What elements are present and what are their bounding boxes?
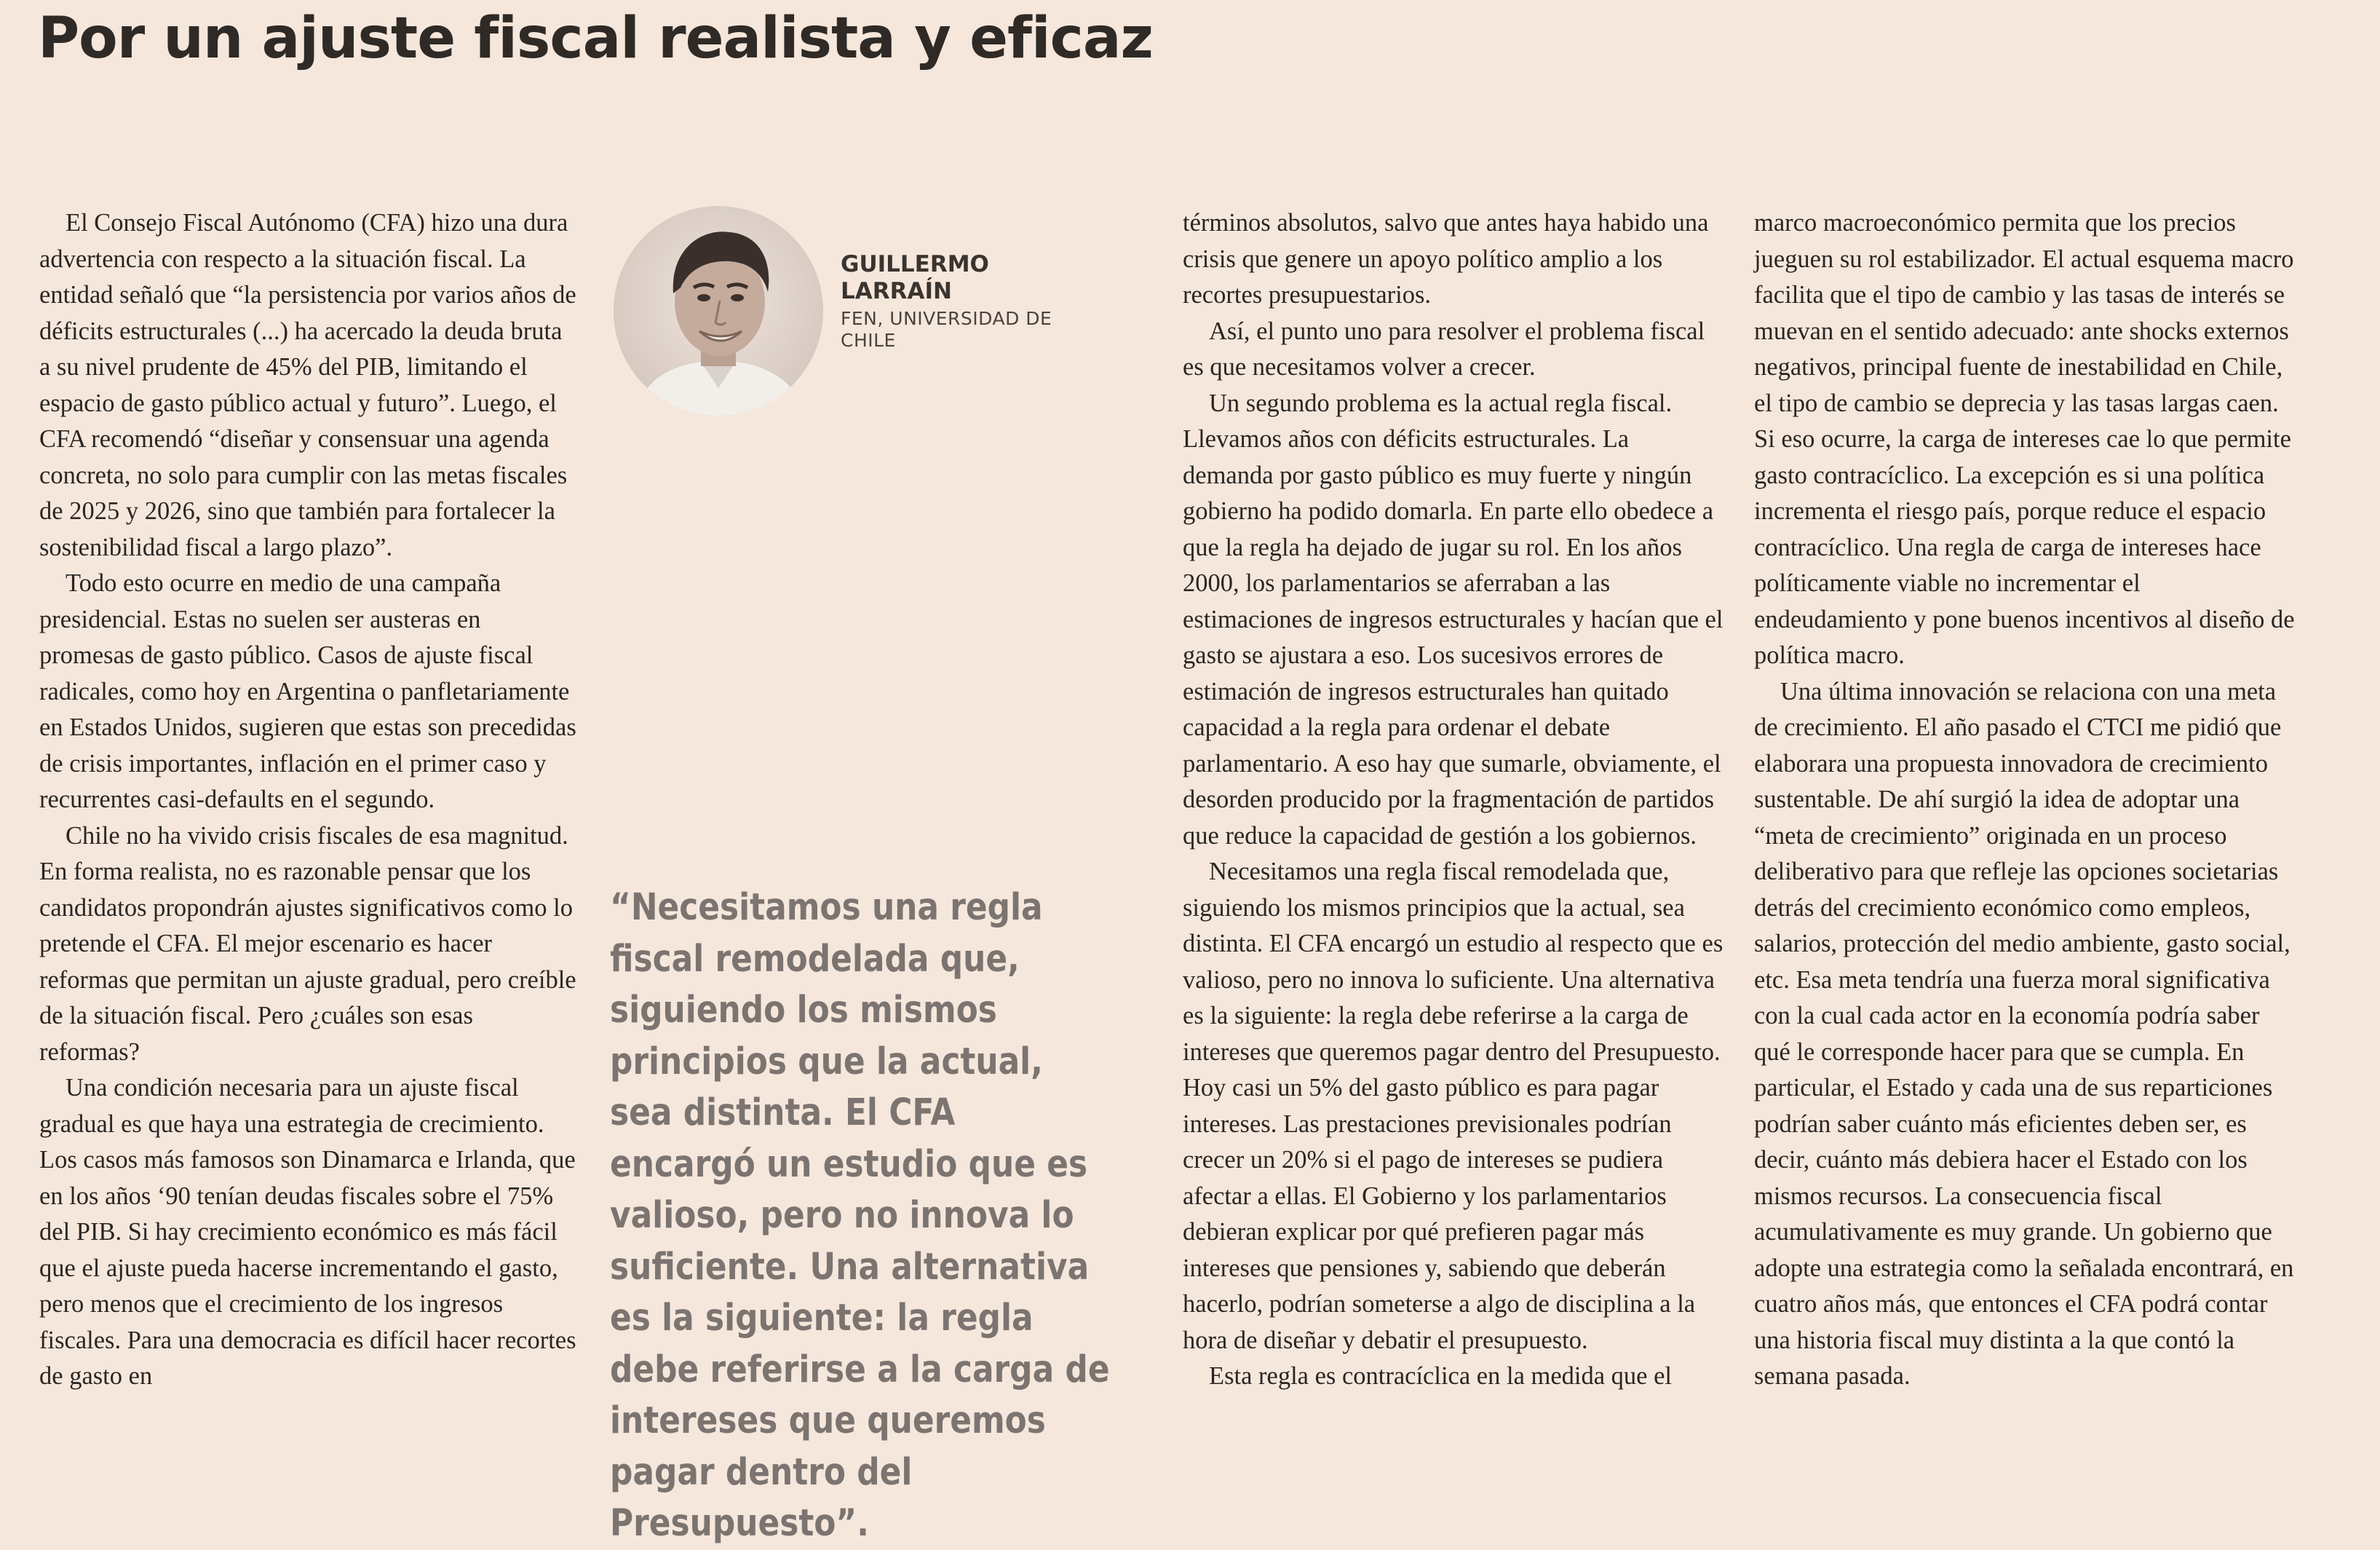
author-box bbox=[614, 206, 1065, 417]
paragraph: El Consejo Fiscal Autónomo (CFA) hizo una dura advertencia con respecto a la situación fiscal. La entidad señaló que “la persistencia por varios años de déficits estructurales (...) ha acercado la deuda bruta a su nivel prudente de 45% del PIB, limitando el espacio de gasto público actual y futuro”. Luego, el CFA recomendó “diseñar y consensuar una agenda concreta, no solo para cumplir con las metas fiscales de 2025 y 2026, sino que también para fortalecer la sostenibilidad fiscal a largo plazo”. bbox=[39, 209, 576, 561]
article-column-1 bbox=[39, 205, 578, 1395]
pull-quote: “Necesitamos una regla fiscal remodelada que, siguiendo los mismos principios que la actual, sea distinta. El CFA encargó un estudio que es valioso, pero no innova lo suficiente. Una alternativa es la siguiente: la regla debe referirse a la carga de intereses que queremos pagar dentro del Presupuesto”. bbox=[610, 886, 1110, 1545]
paragraph: marco macroeconómico permita que los precios jueguen su rol estabilizador. El actual esquema macro facilita que el tipo de cambio y las tasas de interés se muevan en el sentido adecuado: ante shocks externos negativos, principal fuente de inestabilidad en Chile, el tipo de cambio se deprecia y las tasas largas caen. Si eso ocurre, la carga de intereses cae lo que permite gasto contracíclico. La excepción es si una política incrementa el riesgo país, porque reduce el espacio contracíclico. Una regla de carga de intereses hace políticamente viable no incrementar el endeudamiento y pone buenos incentivos al diseño de política macro. bbox=[1754, 209, 2295, 669]
paragraph: Necesitamos una regla fiscal remodelada que, siguiendo los mismos principios que la actual, sea distinta. El CFA encargó un estudio al respecto que es valioso, pero no innova lo suficiente. Una alternativa es la siguiente: la regla debe referirse a la carga de intereses que queremos pagar dentro del Presupuesto. Hoy casi un 5% del gasto público es para pagar intereses. Las prestaciones previsionales podrían crecer un 20% si el pago de intereses se pudiera afectar a ellas. El Gobierno y los parlamentarios debieran explicar por qué prefieren pagar más intereses que pensiones y, sabiendo que deberán hacerlo, podrían someterse a algo de disciplina a la hora de diseñar y debatir el presupuesto. bbox=[1183, 858, 1723, 1354]
paragraph: Todo esto ocurre en medio de una campaña presidencial. Estas no suelen ser austeras en promesas de gasto público. Casos de ajuste fiscal radicales, como hoy en Argentina o panfletariamente en Estados Unidos, sugieren que estas son precedidas de crisis importantes, inflación en el primer caso y recurrentes casi-defaults en el segundo. bbox=[39, 569, 576, 813]
paragraph: términos absolutos, salvo que antes haya habido una crisis que genere un apoyo político amplio a los recortes presupuestarios. bbox=[1183, 209, 1709, 309]
paragraph: Una última innovación se relaciona con una meta de crecimiento. El año pasado el CTCI me pidió que elaborara una propuesta innovadora de crecimiento sustentable. De ahí surgió la idea de adoptar una “meta de crecimiento” originada en un proceso deliberativo para que refleje las opciones societarias detrás del crecimiento económico como empleos, salarios, protección del medio ambiente, gasto social, etc. Esa meta tendría una fuerza moral significativa con la cual cada actor en la economía podría saber qué le corresponde hacer para que se cumpla. En particular, el Estado y cada una de sus reparticiones podrían saber cuánto más eficientes deben ser, es decir, cuánto más debiera hacer el Estado con los mismos recursos. La consecuencia fiscal acumulativamente es muy grande. Un gobierno que adopte una estrategia como la señalada encontrará, en cuatro años más, que entonces el CFA podrá contar una historia fiscal muy distinta a la que contó la semana pasada. bbox=[1754, 677, 2294, 1390]
author-portrait bbox=[614, 206, 823, 416]
paragraph: Un segundo problema es la actual regla fiscal. Llevamos años con déficits estructurales. La demanda por gasto público es muy fuerte y ningún gobierno ha podido domarla. En parte ello obedece a que la regla ha dejado de jugar su rol. En los años 2000, los parlamentarios se aferraban a las estimaciones de ingresos estructurales y hacían que el gasto se ajustara a eso. Los sucesivos errores de estimación de ingresos estructurales han quitado capacidad a la regla para ordenar el debate parlamentario. A eso hay que sumarle, obviamente, el desorden producido por la fragmentación de partidos que reduce la capacidad de gestión a los gobiernos. bbox=[1183, 389, 1723, 850]
paragraph: Esta regla es contracíclica en la medida que el bbox=[1209, 1362, 1673, 1390]
author-name: GUILLERMO LARRAÍN bbox=[841, 251, 989, 304]
paragraph: Así, el punto uno para resolver el problema fiscal es que necesitamos volver a crecer. bbox=[1183, 317, 1705, 381]
article-column-3 bbox=[1183, 205, 1725, 1395]
article-column-4 bbox=[1754, 205, 2296, 1395]
author-affiliation: FEN, UNIVERSIDAD DE CHILE bbox=[841, 308, 1052, 351]
author-photo-icon bbox=[614, 206, 823, 416]
article-headline: Por un ajuste fiscal realista y eficaz bbox=[38, 6, 1153, 71]
paragraph: Una condición necesaria para un ajuste fiscal gradual es que haya una estrategia de crecimiento. Los casos más famosos son Dinamarca e Irlanda, que en los años ‘90 tenían deudas fiscales sobre el 75% del PIB. Si hay crecimiento económico es más fácil que el ajuste pueda hacerse incrementando el gasto, pero menos que el crecimiento de los ingresos fiscales. Para una democracia es difícil hacer recortes de gasto en bbox=[39, 1074, 576, 1390]
paragraph: Chile no ha vivido crisis fiscales de esa magnitud. En forma realista, no es razonable pensar que los candidatos propondrán ajustes significativos como lo pretende el CFA. El mejor escenario es hacer reformas que permitan un ajuste gradual, pero creíble de la situación fiscal. Pero ¿cuáles son esas reformas? bbox=[39, 821, 576, 1066]
